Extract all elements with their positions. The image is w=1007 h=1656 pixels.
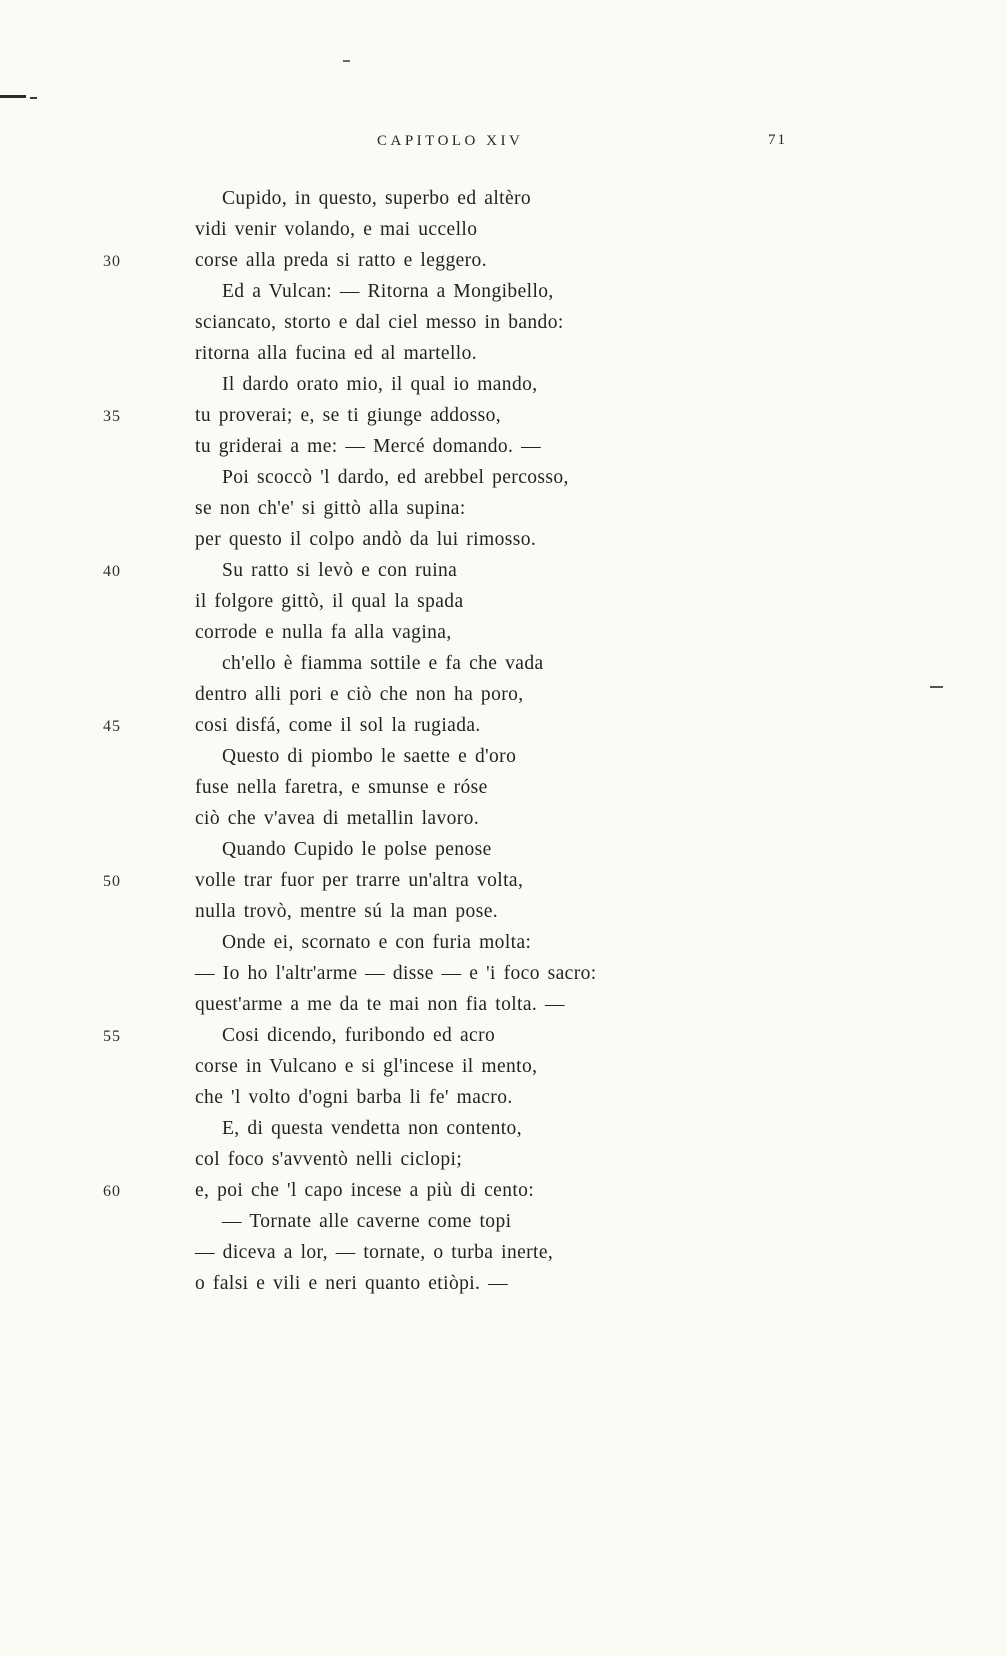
poem-line <box>103 586 883 617</box>
poem-line <box>103 741 883 772</box>
poem-line <box>103 555 883 586</box>
poem-line <box>103 648 883 679</box>
verse-line-text: Poi scoccò 'l dardo, ed arebbel percosso, <box>222 467 569 488</box>
verse-line-text: fuse nella faretra, e smunse e róse <box>195 777 488 798</box>
verse-line-text: Ed a Vulcan: — Ritorna a Mongibello, <box>222 281 554 302</box>
verse-line-number: 30 <box>103 253 121 270</box>
verse-line-text: Quando Cupido le polse penose <box>222 839 492 860</box>
poem-line <box>103 524 883 555</box>
verse-line-text: se non ch'e' si gittò alla supina: <box>195 498 466 519</box>
poem-line <box>103 276 883 307</box>
verse-line-number: 45 <box>103 718 121 735</box>
chapter-title: CAPITOLO XIV <box>377 133 524 149</box>
poem-line <box>103 214 883 245</box>
poem-line <box>103 896 883 927</box>
poem-line <box>103 183 883 214</box>
verse-line-text: corse in Vulcano e si gl'incese il mento, <box>195 1056 538 1077</box>
verse-line-text: che 'l volto d'ogni barba li fe' macro. <box>195 1087 513 1108</box>
poem-line <box>103 245 883 276</box>
poem-line <box>103 989 883 1020</box>
poem-line <box>103 431 883 462</box>
poem-line <box>103 307 883 338</box>
poem-line <box>103 1206 883 1237</box>
verse-line-text: nulla trovò, mentre sú la man pose. <box>195 901 499 922</box>
verse-line-text: quest'arme a me da te mai non fia tolta. — <box>195 994 565 1015</box>
poem-line <box>103 1051 883 1082</box>
poem-line <box>103 1237 883 1268</box>
poem-line <box>103 1144 883 1175</box>
verse-line-text: il folgore gittò, il qual la spada <box>195 591 464 612</box>
verse-line-text: ch'ello è fiamma sottile e fa che vada <box>222 653 544 674</box>
verse-line-text: corse alla preda si ratto e leggero. <box>195 250 487 271</box>
poem-line <box>103 865 883 896</box>
poem-line <box>103 927 883 958</box>
poem-line <box>103 493 883 524</box>
verse-line-text: Il dardo orato mio, il qual io mando, <box>222 374 538 395</box>
running-head <box>0 131 1007 155</box>
verse-line-text: corrode e nulla fa alla vagina, <box>195 622 452 643</box>
verse-line-text: — Tornate alle caverne come topi <box>222 1211 512 1232</box>
poem-line <box>103 462 883 493</box>
verse-line-text: Onde ei, scornato e con furia molta: <box>222 932 532 953</box>
verse-line-text: e, poi che 'l capo incese a più di cento: <box>195 1180 535 1201</box>
poem-line <box>103 772 883 803</box>
poem-line <box>103 1082 883 1113</box>
poem-text-block <box>103 183 883 1299</box>
verse-line-text: Cupido, in questo, superbo ed altèro <box>222 188 532 209</box>
verse-line-text: tu griderai a me: — Mercé domando. — <box>195 436 541 457</box>
verse-line-text: ritorna alla fucina ed al martello. <box>195 343 478 364</box>
verse-line-text: per questo il colpo andò da lui rimosso. <box>195 529 537 550</box>
verse-line-text: vidi venir volando, e mai uccello <box>195 219 478 240</box>
verse-line-number: 50 <box>103 873 121 890</box>
verse-line-number: 40 <box>103 563 121 580</box>
poem-line <box>103 1020 883 1051</box>
poem-line <box>103 1113 883 1144</box>
poem-line <box>103 710 883 741</box>
verse-line-text: tu proverai; e, se ti giunge addosso, <box>195 405 501 426</box>
poem-line <box>103 1268 883 1299</box>
verse-line-text: col foco s'avventò nelli ciclopi; <box>195 1149 463 1170</box>
verse-line-text: E, di questa vendetta non contento, <box>222 1118 522 1139</box>
verse-line-text: ciò che v'avea di metallin lavoro. <box>195 808 480 829</box>
poem-line <box>103 834 883 865</box>
poem-line <box>103 400 883 431</box>
poem-line <box>103 617 883 648</box>
poem-line <box>103 338 883 369</box>
poem-line <box>103 1175 883 1206</box>
verse-line-text: Questo di piombo le saette e d'oro <box>222 746 517 767</box>
verse-line-number: 35 <box>103 408 121 425</box>
page-number: 71 <box>768 132 787 148</box>
verse-line-text: Su ratto si levò e con ruina <box>222 560 458 581</box>
verse-line-text: — Io ho l'altr'arme — disse — e 'i foco sacro: <box>195 963 597 984</box>
verse-line-number: 60 <box>103 1183 121 1200</box>
verse-line-text: dentro alli pori e ciò che non ha poro, <box>195 684 524 705</box>
poem-line <box>103 369 883 400</box>
scan-artifact-left-dash <box>0 95 26 98</box>
poem-line <box>103 679 883 710</box>
verse-line-text: Cosi dicendo, furibondo ed acro <box>222 1025 496 1046</box>
verse-line-text: volle trar fuor per trarre un'altra volta, <box>195 870 524 891</box>
verse-line-text: o falsi e vili e neri quanto etiòpi. — <box>195 1273 509 1294</box>
verse-line-text: cosi disfá, come il sol la rugiada. <box>195 715 481 736</box>
scan-artifact-top-dot <box>343 60 350 62</box>
scan-artifact-left-dash-small <box>30 97 37 99</box>
verse-line-text: — diceva a lor, — tornate, o turba inerte, <box>195 1242 554 1263</box>
verse-line-text: sciancato, storto e dal ciel messo in bando: <box>195 312 564 333</box>
verse-line-number: 55 <box>103 1028 121 1045</box>
scan-artifact-right-dash <box>930 686 943 688</box>
poem-line <box>103 803 883 834</box>
poem-line <box>103 958 883 989</box>
